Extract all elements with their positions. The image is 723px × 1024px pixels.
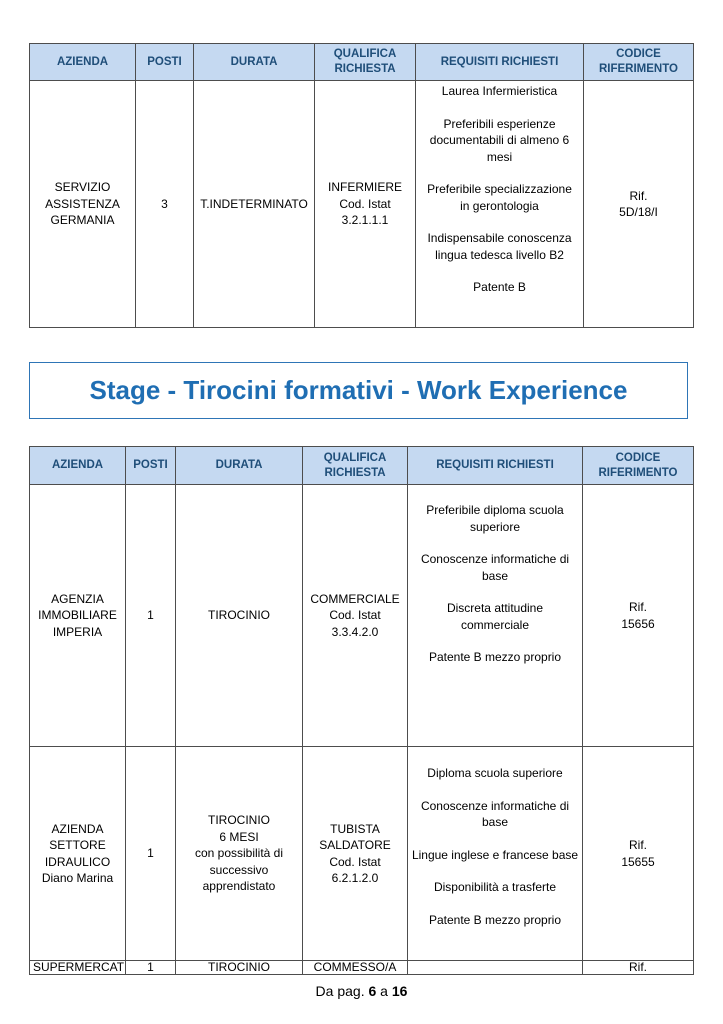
cell-azienda [30,81,136,328]
header-azienda: AZIENDA [30,44,136,81]
cell-line: 15655 [621,854,655,869]
cell-qualifica [315,81,416,328]
cell-line: INFERMIERE [327,180,402,195]
footer-total-pages: 16 [391,983,408,999]
cell-requisiti [416,81,584,328]
requirement-line: Diploma scuola superiore [427,766,563,780]
cell-qualifica [303,747,408,961]
cell-codice [583,485,694,747]
cell-line: Diano Marina [41,871,114,885]
cell-line: SUPERMERCAT [33,960,125,974]
footer-separator: a [380,983,388,999]
cell-line: GERMANIA [50,213,115,228]
footer-prefix: Da pag. [315,983,365,999]
spacer [411,782,579,798]
header-codice: CODICE RIFERIMENTO [584,44,694,81]
cell-line: Rif. [629,188,648,203]
header-posti: POSTI [136,44,194,81]
cell-durata [194,81,315,328]
cell-requisiti [408,485,583,747]
spacer [419,165,580,181]
cell-durata [176,747,303,961]
footer-current-page: 6 [368,983,377,999]
cell-line: IMPERIA [52,624,103,639]
cell-posti: 1 [126,485,176,747]
cell-line: TIROCINIO [208,813,270,828]
cell-line: ASSISTENZA [45,196,120,211]
cell-azienda [30,961,126,975]
cell-line: Cod. Istat [329,608,381,623]
spacer [411,633,579,649]
cell-line: Cod. Istat [329,854,381,869]
spacer [411,896,579,912]
job-table-1 [29,43,694,328]
table-row [30,747,694,961]
requirement-line: base [481,568,509,583]
cell-line: 3.2.1.1.1 [341,213,389,228]
cell-line: TIROCINIO [208,960,270,974]
requirement-line: Conoscenze informatiche di [420,552,570,566]
table-row [30,485,694,747]
cell-line: successivo [209,862,269,877]
cell-line: SETTORE [49,838,106,852]
requirement-line: Conoscenze informatiche di [420,798,570,813]
table-row [30,81,694,328]
cell-requisiti [408,747,583,961]
cell-line: Rif. [629,960,647,974]
cell-line: Cod. Istat [339,196,391,211]
table-row [30,961,694,975]
requirement-line: Lingue inglese e francese base [411,847,579,862]
cell-posti: 3 [136,81,194,328]
cell-line: TUBISTA [330,821,380,836]
table-header-row [30,44,694,81]
header-durata: DURATA [176,447,303,485]
cell-line: 15656 [621,616,655,631]
cell-line: Rif. [629,838,647,852]
cell-line: 5D/18/I [619,205,658,219]
cell-line: SERVIZIO [54,180,111,195]
cell-line: SALDATORE [319,838,391,852]
spacer [419,100,580,116]
cell-azienda [30,485,126,747]
section-banner [29,362,688,419]
header-qualifica: QUALIFICA RICHIESTA [315,44,416,81]
requirement-line: in gerontologia [460,198,539,213]
requirement-line: documentabili di almeno 6 [429,133,570,147]
requirement-line: Discreta attitudine [446,601,544,615]
cell-posti: 1 [126,747,176,961]
spacer [411,831,579,847]
cell-line: 6 MESI [219,829,259,844]
requirement-line: superiore [469,519,521,534]
cell-line: con possibilità di [194,846,284,861]
header-requisiti: REQUISITI RICHIESTI [416,44,584,81]
spacer [411,584,579,600]
requirement-line: base [481,815,509,829]
cell-posti: 1 [126,961,176,975]
header-posti: POSTI [126,447,176,485]
requirement-line: Preferibili esperienze [443,116,556,131]
requirement-line: Patente B mezzo proprio [428,912,562,927]
spacer [419,263,580,279]
spacer [419,214,580,230]
header-azienda: AZIENDA [30,447,126,485]
cell-qualifica [303,961,408,975]
cell-line: AGENZIA [51,591,104,606]
cell-line: Rif. [629,600,647,614]
cell-codice [584,81,694,328]
requirement-line: Disponibilità a trasferte [433,880,557,894]
requirement-line: Preferibile specializzazione [427,182,572,196]
requirement-line: Laurea Infermieristica [441,84,558,98]
page-footer [0,983,723,999]
cell-azienda [30,747,126,961]
requirement-line: Indispensabile conoscenza [427,231,572,245]
cell-line: IMMOBILIARE [38,608,117,623]
cell-line: IDRAULICO [44,854,111,869]
requirement-line: lingua tedesca livello B2 [435,247,564,262]
cell-line: apprendistato [202,879,276,894]
cell-qualifica [303,485,408,747]
requirement-line: Patente B [473,280,526,294]
cell-line: COMMERCIALE [310,591,400,606]
cell-line: COMMESSO/A [313,960,397,974]
cell-line: 3.3.4.2.0 [331,624,379,639]
header-codice: CODICE RIFERIMENTO [583,447,694,485]
header-durata: DURATA [194,44,315,81]
requirement-line: commerciale [460,617,529,632]
cell-line: 6.2.1.2.0 [331,871,379,885]
job-table-2 [29,446,694,975]
section-title: Stage - Tirocini formativi - Work Experience [89,375,628,405]
header-qualifica: QUALIFICA RICHIESTA [303,447,408,485]
cell-requisiti [408,961,583,975]
requirement-line: Patente B mezzo proprio [428,650,562,664]
spacer [411,535,579,551]
requirement-line: mesi [486,149,513,164]
cell-codice [583,747,694,961]
cell-line: AZIENDA [51,821,104,836]
cell-codice [583,961,694,975]
cell-line: TIROCINIO [208,608,270,623]
cell-line: T.INDETERMINATO [200,196,308,211]
header-requisiti: REQUISITI RICHIESTI [408,447,583,485]
cell-durata [176,485,303,747]
cell-durata [176,961,303,975]
table-header-row [30,447,694,485]
requirement-line: Preferibile diploma scuola [426,503,564,517]
spacer [411,863,579,879]
